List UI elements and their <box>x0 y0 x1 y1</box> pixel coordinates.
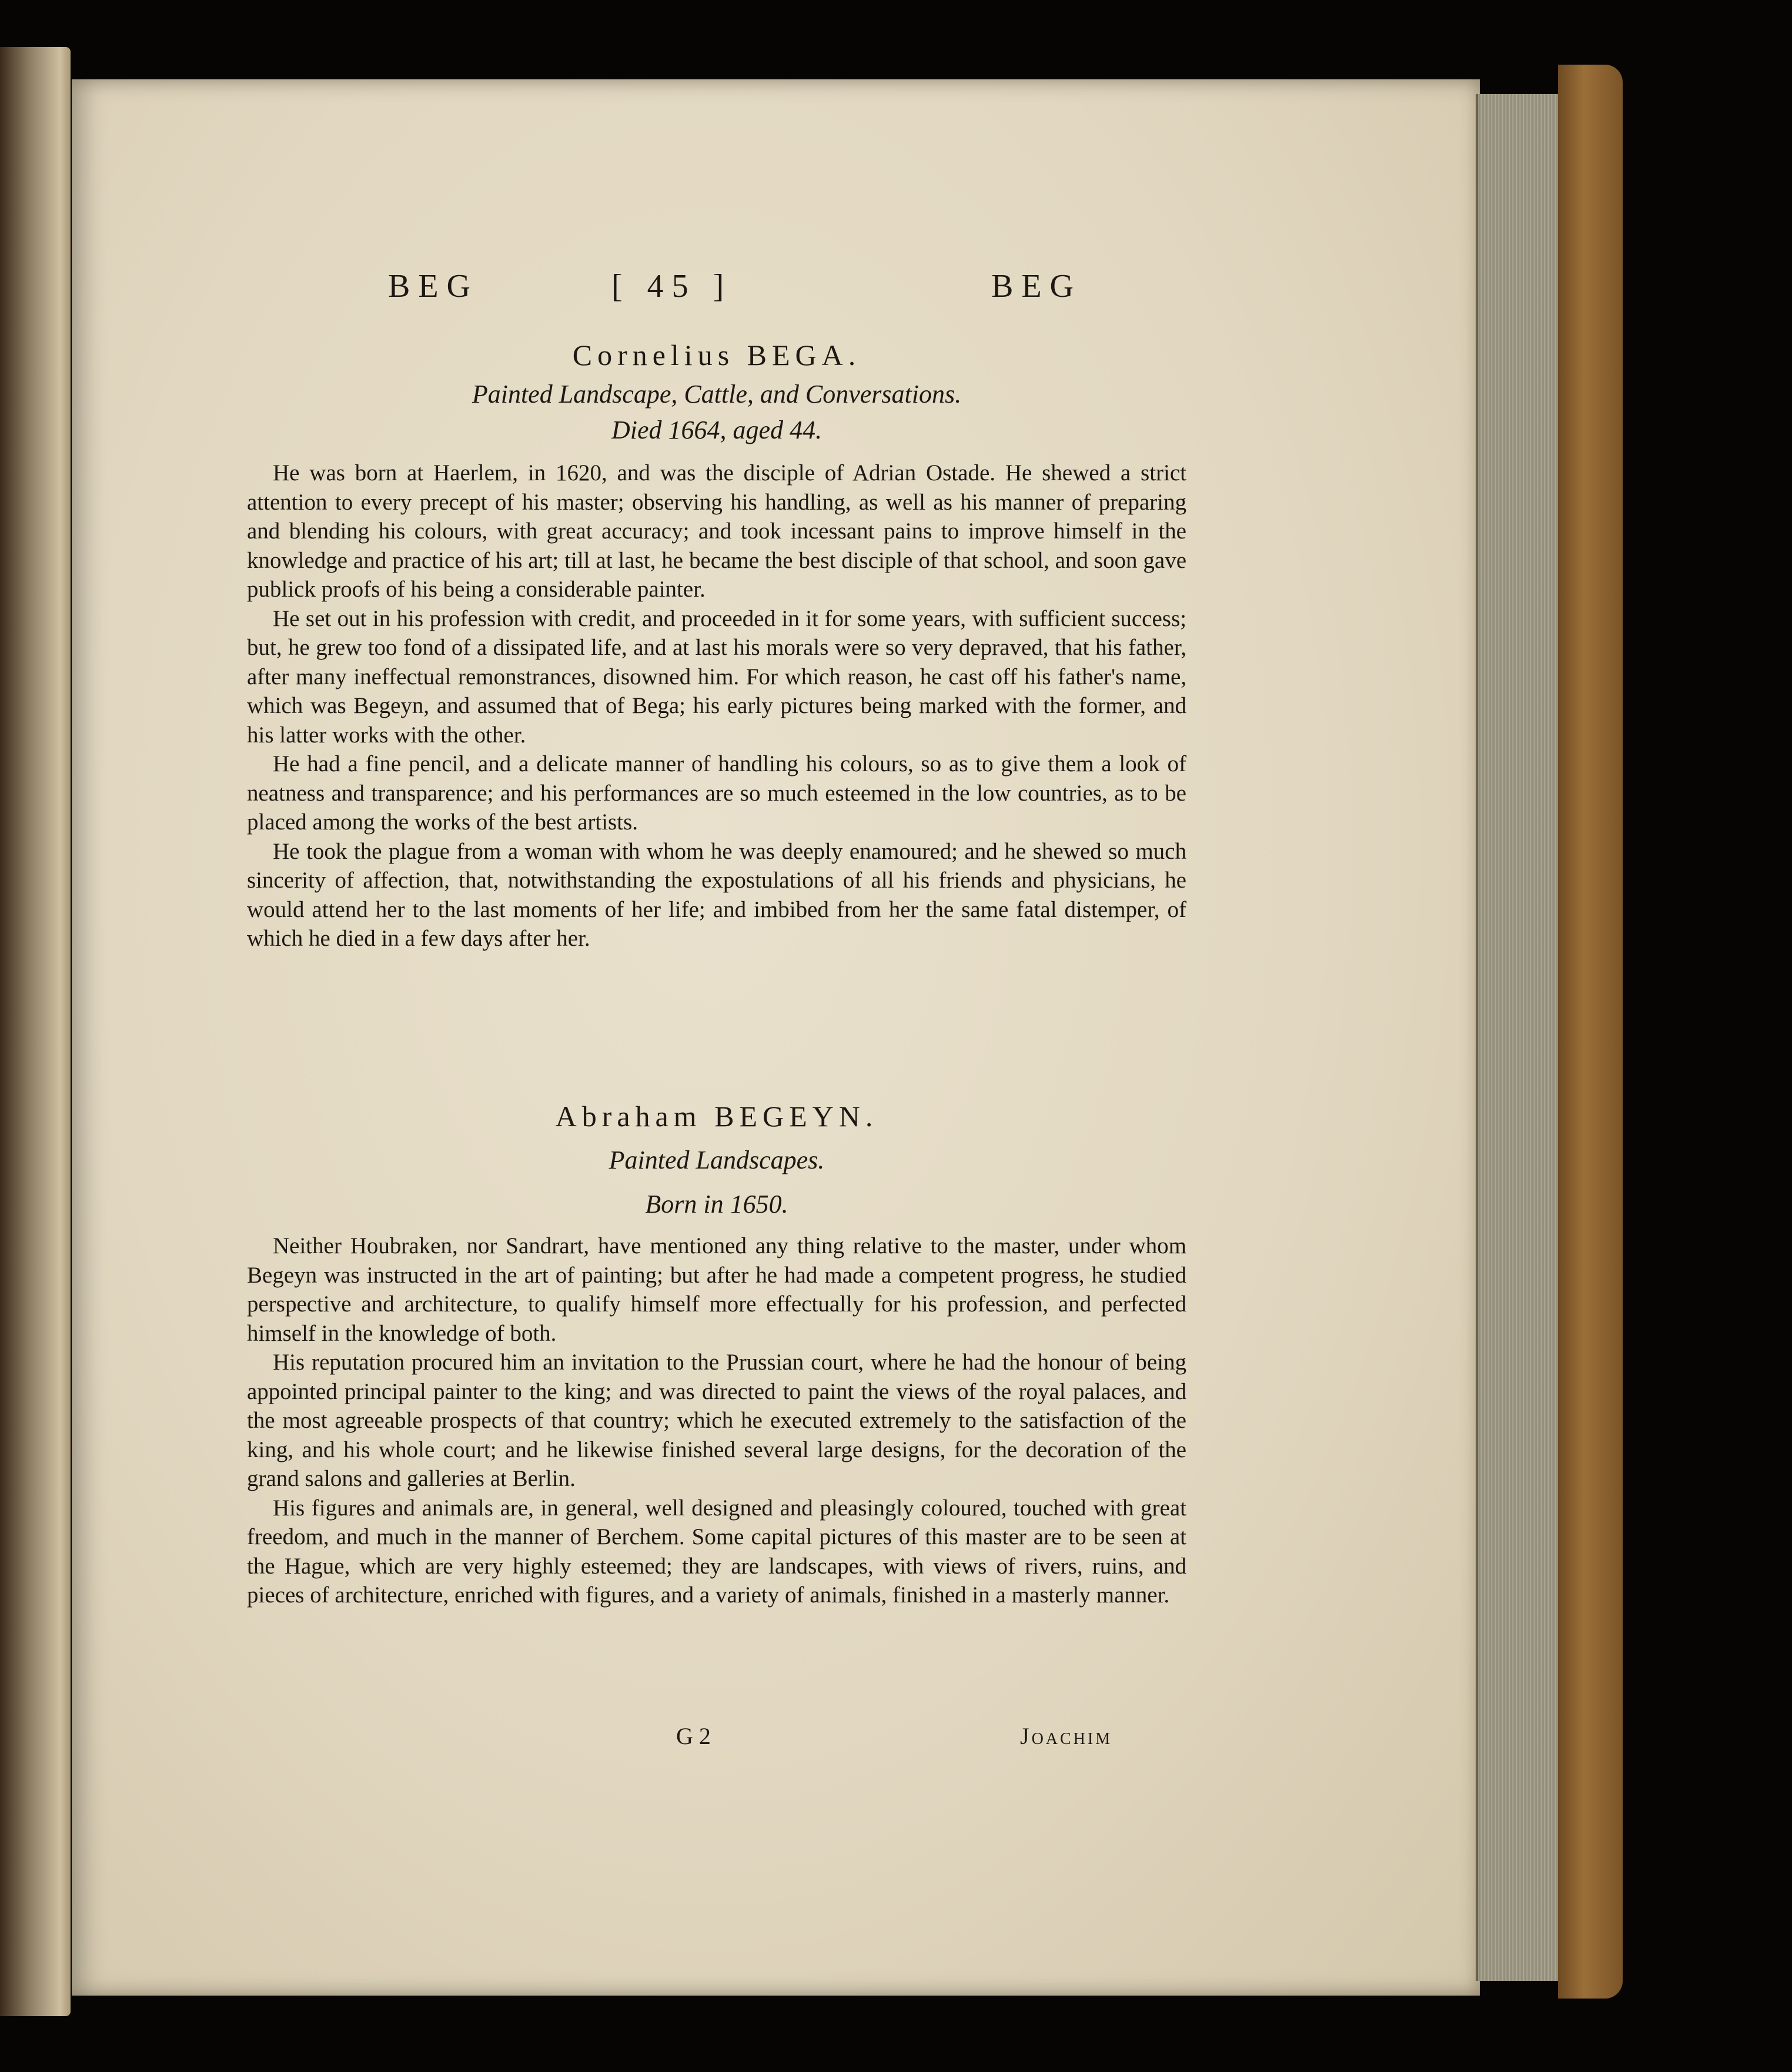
paragraph: He was born at Haerlem, in 1620, and was the disciple of Adrian Ostade. He shewed a strict attention to every precept of his master; observing his handling, as well as his manner of preparing and blending his colours, with great accuracy; and took incessant pains to improve himself in the knowledge and practice of his art; till at last, he became the best disciple of that school, and soon gave publick proofs of his being a considerable painter. <box>247 460 1186 602</box>
paragraph: He had a fine pencil, and a delicate manner of handling his colours, so as to give them a look of neatness and transparence; and his performances are so much esteemed in the low countries, as to be placed among the works of the best artists. <box>247 751 1186 835</box>
running-head-left: BEG <box>388 268 479 304</box>
paragraph: His reputation procured him an invitation to the Prussian court, where he had the honour of being appointed principal painter to the king; and was directed to paint the views of the royal palaces, and the most agreeable prospects of that country; which he executed extremely to the satisfaction of the king, and his whole court; and he likewise finished several large designs, for the decoration of the grand salons and galleries at Berlin. <box>247 1350 1186 1491</box>
page-number: [ 45 ] <box>611 268 733 304</box>
entry-subtitle: Painted Landscapes. <box>609 1146 825 1174</box>
signature-mark: G 2 <box>676 1723 711 1749</box>
left-page-edge <box>0 47 71 2016</box>
entry-dates: Born in 1650. <box>645 1190 788 1219</box>
entry-subtitle: Painted Landscape, Cattle, and Conversations. <box>472 380 962 409</box>
entry-title: Abraham BEGEYN. <box>555 1100 878 1133</box>
paragraph: His figures and animals are, in general, well designed and pleasingly coloured, touched with great freedom, and much in the manner of Berchem. Some capital pictures of this master are to be seen at the Hague, which are very highly esteemed; they are landscapes, with views of rivers, ruins, and pieces of architecture, enriched with figures, and a variety of animals, finished in a masterly manner. <box>247 1495 1186 1608</box>
running-head-right: BEG <box>991 268 1082 304</box>
entry-title: Cornelius BEGA. <box>572 339 861 371</box>
paragraph: Neither Houbraken, nor Sandrart, have mentioned any thing relative to the master, under whom Begeyn was instructed in the art of painting; but after he had made a competent progress, he studied perspective and architecture, to qualify himself more effectually for his profession, and perfected himself in the knowledge of both. <box>247 1233 1186 1346</box>
catchword: Joachim <box>1020 1723 1113 1749</box>
entry-dates: Died 1664, aged 44. <box>611 416 823 444</box>
running-head <box>388 267 1082 320</box>
entry-body <box>247 1231 1186 1610</box>
entry-body <box>247 458 1186 953</box>
paragraph: He took the plague from a woman with whom he was deeply enamoured; and he shewed so much sincerity of affection, that, notwithstanding the expostulations of all his friends and physicians, he would attend her to the last moments of her life; and imbibed from her the same fatal distemper, of which he died in a few days after her. <box>247 838 1186 951</box>
book-cover <box>1558 65 1623 1999</box>
paragraph: He set out in his profession with credit, and proceeded in it for some years, with sufficient success; but, he grew too fond of a dissipated life, and at last his morals were so very depraved, that his father, after many ineffectual remonstrances, disowned him. For which reason, he cast off his father's name, which was Begeyn, and assumed that of Bega; his early pictures being marked with the former, and his latter works with the other. <box>247 605 1186 748</box>
